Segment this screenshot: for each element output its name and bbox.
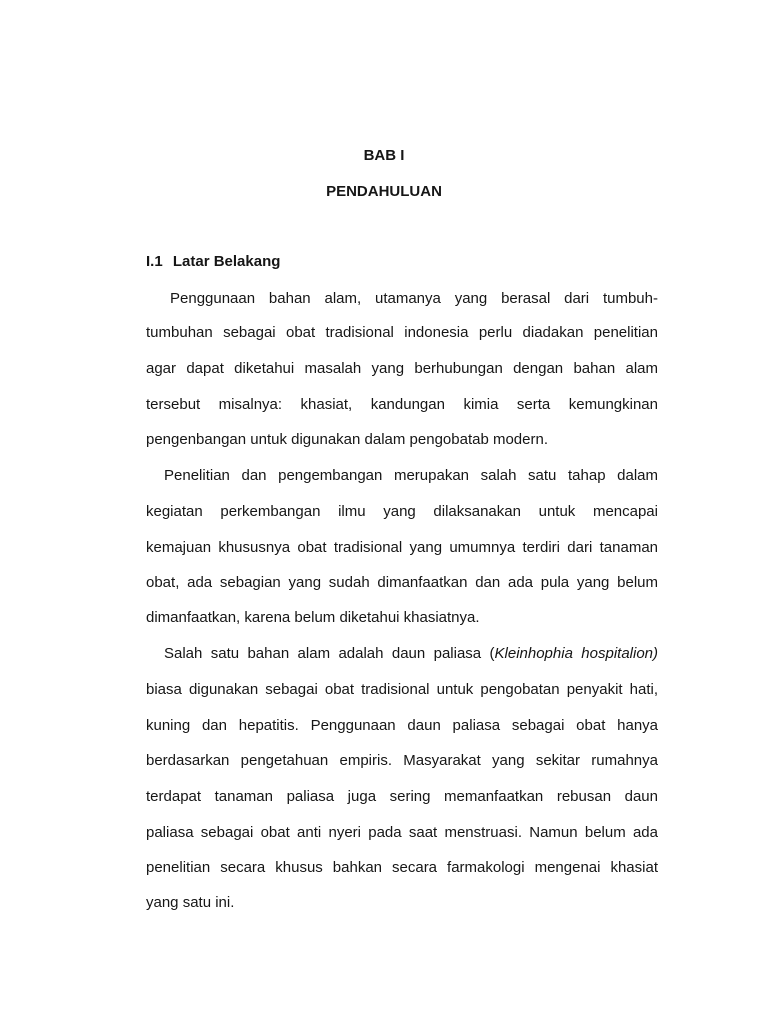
species-name: Kleinhophia hospitalion) [494, 645, 659, 662]
section-title: Latar Belakang [172, 253, 281, 270]
paragraph-1-line-4: tersebut misalnya: khasiat, kandungan kimia serta kemungkinan [146, 396, 658, 413]
paragraph-3-line-8: yang satu ini. [146, 894, 235, 911]
paragraph-3-line-7: penelitian secara khusus bahkan secara farmakologi mengenai khasiat [146, 859, 658, 876]
section-heading [146, 253, 280, 271]
paragraph-3-line-1-text: Salah satu bahan alam adalah daun paliasa ( [164, 645, 495, 662]
paragraph-1-line-3: agar dapat diketahui masalah yang berhubungan dengan bahan alam [146, 360, 658, 377]
paragraph-1-line-5: pengenbangan untuk digunakan dalam pengobatab modern. [146, 431, 548, 448]
section-number: I.1 [146, 253, 163, 270]
paragraph-2-line-3: kemajuan khususnya obat tradisional yang umumnya terdiri dari tanaman [146, 539, 658, 556]
paragraph-3-line-1 [146, 645, 658, 663]
paragraph-3-line-5: terdapat tanaman paliasa juga sering memanfaatkan rebusan daun [146, 788, 658, 805]
paragraph-1-line-2: tumbuhan sebagai obat tradisional indonesia perlu diadakan penelitian [146, 324, 658, 341]
chapter-title: PENDAHULUAN [326, 183, 442, 200]
paragraph-2-line-2: kegiatan perkembangan ilmu yang dilaksanakan untuk mencapai [146, 503, 658, 520]
paragraph-1-line-1: Penggunaan bahan alam, utamanya yang berasal dari tumbuh- [170, 290, 658, 307]
paragraph-2-line-5: dimanfaatkan, karena belum diketahui khasiatnya. [146, 609, 480, 626]
chapter-label: BAB I [363, 147, 405, 164]
paragraph-3-line-6: paliasa sebagai obat anti nyeri pada saat menstruasi. Namun belum ada [146, 824, 658, 841]
paragraph-2-line-4: obat, ada sebagian yang sudah dimanfaatkan dan ada pula yang belum [146, 574, 658, 591]
paragraph-3-line-3: kuning dan hepatitis. Penggunaan daun paliasa sebagai obat hanya [146, 717, 658, 734]
paragraph-3-line-2: biasa digunakan sebagai obat tradisional untuk pengobatan penyakit hati, [146, 681, 658, 698]
paragraph-2-line-1: Penelitian dan pengembangan merupakan salah satu tahap dalam [164, 467, 658, 484]
paragraph-3-line-4: berdasarkan pengetahuan empiris. Masyarakat yang sekitar rumahnya [146, 752, 658, 769]
